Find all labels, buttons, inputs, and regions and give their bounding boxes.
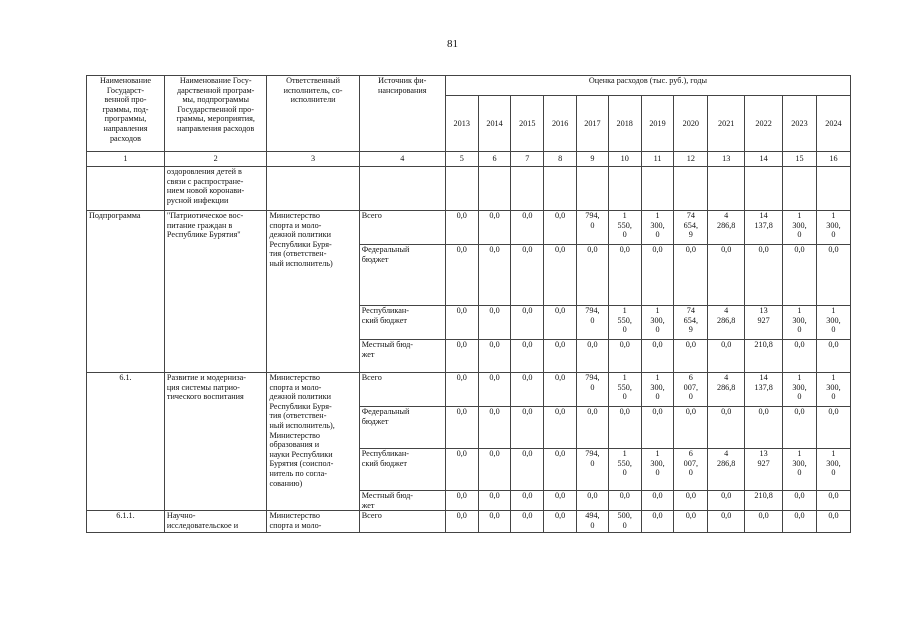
header-program-name: Наименование Государст- венной про- граммы, под- программы, направления расходов xyxy=(87,76,165,152)
header-year: 2023 xyxy=(783,96,817,152)
expense-value: 14 137,8 xyxy=(745,373,783,407)
expense-value: 4 286,8 xyxy=(708,306,745,340)
expense-value: 0,0 xyxy=(445,211,478,245)
expenditure-table xyxy=(86,75,851,533)
funding-source: Федеральный бюджет xyxy=(359,245,445,306)
expense-value: 0,0 xyxy=(577,245,609,306)
table-row xyxy=(87,211,851,245)
row-name: Развитие и модерниза- ция системы патрио- тического воспитания xyxy=(164,373,267,511)
expense-value: 0,0 xyxy=(445,491,478,511)
expense-value: 0,0 xyxy=(478,491,511,511)
funding-source: Всего xyxy=(359,211,445,245)
header-year: 2016 xyxy=(544,96,577,152)
expense-value: 0,0 xyxy=(708,511,745,533)
row-code: 6.1.1. xyxy=(87,511,165,533)
funding-source: Федеральный бюджет xyxy=(359,407,445,449)
expense-value: 0,0 xyxy=(544,306,577,340)
header-year: 2013 xyxy=(445,96,478,152)
column-index: 13 xyxy=(708,152,745,167)
header-executor: Ответственный исполнитель, со- исполнители xyxy=(267,76,359,152)
expense-value: 1 300, 0 xyxy=(783,211,817,245)
column-index: 15 xyxy=(783,152,817,167)
expense-value: 1 300, 0 xyxy=(783,449,817,491)
header-year: 2014 xyxy=(478,96,511,152)
expense-value: 1 550, 0 xyxy=(608,449,641,491)
row-name: Научно- исследовательское и xyxy=(164,511,267,533)
expense-value: 0,0 xyxy=(745,245,783,306)
empty-cell xyxy=(708,167,745,211)
expense-value: 0,0 xyxy=(708,491,745,511)
expense-value: 0,0 xyxy=(577,340,609,373)
row-executor: Министерство спорта и моло- дежной политики Республики Буря- тия (ответствен- ный исполнитель) xyxy=(267,211,359,373)
empty-cell xyxy=(745,167,783,211)
expense-value: 0,0 xyxy=(445,306,478,340)
expense-value: 794, 0 xyxy=(577,211,609,245)
expense-value: 0,0 xyxy=(445,449,478,491)
column-index: 1 xyxy=(87,152,165,167)
expense-value: 0,0 xyxy=(445,340,478,373)
expense-value: 794, 0 xyxy=(577,306,609,340)
expense-value: 4 286,8 xyxy=(708,211,745,245)
empty-cell xyxy=(445,167,478,211)
empty-cell xyxy=(544,167,577,211)
expense-value: 0,0 xyxy=(511,340,544,373)
expense-value: 0,0 xyxy=(445,245,478,306)
row-name: "Патриотическое вос- питание граждан в Республике Бурятия" xyxy=(164,211,267,373)
expense-value: 0,0 xyxy=(608,245,641,306)
empty-cell xyxy=(511,167,544,211)
empty-cell xyxy=(641,167,674,211)
expense-value: 1 550, 0 xyxy=(608,373,641,407)
empty-cell xyxy=(359,167,445,211)
expense-value: 794, 0 xyxy=(577,373,609,407)
row-code xyxy=(87,167,165,211)
empty-cell xyxy=(478,167,511,211)
expense-value: 0,0 xyxy=(674,340,708,373)
row-code: 6.1. xyxy=(87,373,165,511)
expense-value: 210,8 xyxy=(745,491,783,511)
expense-value: 1 300, 0 xyxy=(816,373,850,407)
column-index: 9 xyxy=(577,152,609,167)
column-index: 10 xyxy=(608,152,641,167)
expense-value: 0,0 xyxy=(478,340,511,373)
expense-value: 0,0 xyxy=(783,511,817,533)
expense-value: 0,0 xyxy=(511,211,544,245)
expense-value: 0,0 xyxy=(745,511,783,533)
expense-value: 14 137,8 xyxy=(745,211,783,245)
column-index: 7 xyxy=(511,152,544,167)
expense-value: 0,0 xyxy=(511,306,544,340)
expense-value: 74 654, 9 xyxy=(674,306,708,340)
expense-value: 0,0 xyxy=(641,491,674,511)
expense-value: 74 654, 9 xyxy=(674,211,708,245)
expense-value: 494, 0 xyxy=(577,511,609,533)
header-year: 2022 xyxy=(745,96,783,152)
empty-cell xyxy=(267,167,359,211)
header-subprogram-name: Наименование Госу- дарственной програм- мы, подпрограммы Государственной про- граммы, мероприятия, направления расходов xyxy=(164,76,267,152)
expense-value: 0,0 xyxy=(816,407,850,449)
expense-value: 0,0 xyxy=(608,340,641,373)
expense-value: 0,0 xyxy=(511,373,544,407)
expense-value: 0,0 xyxy=(577,491,609,511)
expense-value: 0,0 xyxy=(511,511,544,533)
expense-value: 0,0 xyxy=(641,245,674,306)
expense-value: 0,0 xyxy=(816,245,850,306)
expense-value: 1 300, 0 xyxy=(816,306,850,340)
expense-value: 0,0 xyxy=(445,511,478,533)
expense-value: 0,0 xyxy=(708,407,745,449)
expense-value: 0,0 xyxy=(608,407,641,449)
expense-value: 0,0 xyxy=(608,491,641,511)
expense-value: 0,0 xyxy=(745,407,783,449)
table-row xyxy=(87,373,851,407)
expense-value: 0,0 xyxy=(445,373,478,407)
expense-value: 0,0 xyxy=(816,511,850,533)
row-name: оздоровления детей в связи с распростране- нием новой коронави- русной инфекции xyxy=(164,167,267,211)
expense-value: 0,0 xyxy=(478,511,511,533)
column-index: 16 xyxy=(816,152,850,167)
expense-value: 0,0 xyxy=(445,407,478,449)
column-index: 5 xyxy=(445,152,478,167)
expense-value: 1 300, 0 xyxy=(641,306,674,340)
table-row xyxy=(87,511,851,533)
expense-value: 0,0 xyxy=(641,511,674,533)
expense-value: 794, 0 xyxy=(577,449,609,491)
expense-value: 0,0 xyxy=(544,211,577,245)
expense-value: 0,0 xyxy=(544,491,577,511)
expense-value: 0,0 xyxy=(511,407,544,449)
expense-value: 0,0 xyxy=(478,373,511,407)
header-year: 2020 xyxy=(674,96,708,152)
expense-value: 0,0 xyxy=(641,407,674,449)
expense-value: 0,0 xyxy=(544,340,577,373)
header-year: 2021 xyxy=(708,96,745,152)
expense-value: 0,0 xyxy=(783,407,817,449)
expense-value: 1 550, 0 xyxy=(608,211,641,245)
row-executor: Министерство спорта и моло- дежной политики Республики Буря- тия (ответствен- ный исполнитель), Министерство образования и науки Республики Бурятия (соиспол- нитель по согла- сованию) xyxy=(267,373,359,511)
empty-cell xyxy=(783,167,817,211)
expense-value: 0,0 xyxy=(544,245,577,306)
row-executor: Министерство спорта и моло- xyxy=(267,511,359,533)
header-year: 2015 xyxy=(511,96,544,152)
empty-cell xyxy=(674,167,708,211)
expense-value: 1 300, 0 xyxy=(783,306,817,340)
expense-value: 0,0 xyxy=(544,407,577,449)
column-index: 14 xyxy=(745,152,783,167)
header-year: 2018 xyxy=(608,96,641,152)
funding-source: Всего xyxy=(359,511,445,533)
expense-value: 0,0 xyxy=(478,449,511,491)
header-year: 2017 xyxy=(577,96,609,152)
expense-value: 500, 0 xyxy=(608,511,641,533)
expense-value: 0,0 xyxy=(816,340,850,373)
expense-value: 0,0 xyxy=(577,407,609,449)
expense-value: 1 300, 0 xyxy=(641,211,674,245)
column-index: 2 xyxy=(164,152,267,167)
expense-value: 0,0 xyxy=(478,306,511,340)
expense-value: 0,0 xyxy=(674,407,708,449)
expense-value: 1 300, 0 xyxy=(783,373,817,407)
expense-value: 0,0 xyxy=(544,449,577,491)
expense-value: 0,0 xyxy=(511,245,544,306)
expense-value: 0,0 xyxy=(641,340,674,373)
expense-value: 0,0 xyxy=(783,245,817,306)
expense-value: 0,0 xyxy=(674,511,708,533)
column-index: 3 xyxy=(267,152,359,167)
empty-cell xyxy=(816,167,850,211)
header-year: 2019 xyxy=(641,96,674,152)
column-index: 11 xyxy=(641,152,674,167)
expense-value: 0,0 xyxy=(544,373,577,407)
expense-value: 13 927 xyxy=(745,449,783,491)
expense-value: 0,0 xyxy=(674,491,708,511)
column-index: 12 xyxy=(674,152,708,167)
column-index: 4 xyxy=(359,152,445,167)
funding-source: Республикан- ский бюджет xyxy=(359,449,445,491)
empty-cell xyxy=(608,167,641,211)
empty-cell xyxy=(577,167,609,211)
row-code: Подпрограмма xyxy=(87,211,165,373)
expense-value: 1 300, 0 xyxy=(816,211,850,245)
funding-source: Всего xyxy=(359,373,445,407)
expense-value: 0,0 xyxy=(478,407,511,449)
expense-value: 0,0 xyxy=(478,211,511,245)
expense-value: 6 007, 0 xyxy=(674,449,708,491)
header-expense-estimate: Оценка расходов (тыс. руб.), годы xyxy=(445,76,850,96)
expense-value: 210,8 xyxy=(745,340,783,373)
funding-source: Местный бюд- жет xyxy=(359,491,445,511)
header-year: 2024 xyxy=(816,96,850,152)
expense-value: 1 300, 0 xyxy=(816,449,850,491)
page-number: 81 xyxy=(447,38,458,50)
expense-value: 4 286,8 xyxy=(708,373,745,407)
expense-value: 0,0 xyxy=(674,245,708,306)
expense-value: 0,0 xyxy=(708,340,745,373)
expense-value: 1 300, 0 xyxy=(641,449,674,491)
header-funding-source: Источник фи- нансирования xyxy=(359,76,445,152)
expense-value: 0,0 xyxy=(783,340,817,373)
funding-source: Местный бюд- жет xyxy=(359,340,445,373)
table-row xyxy=(87,167,851,211)
column-index: 8 xyxy=(544,152,577,167)
expense-value: 0,0 xyxy=(511,449,544,491)
expense-value: 0,0 xyxy=(783,491,817,511)
column-index: 6 xyxy=(478,152,511,167)
expense-value: 6 007, 0 xyxy=(674,373,708,407)
expense-value: 13 927 xyxy=(745,306,783,340)
expense-value: 1 550, 0 xyxy=(608,306,641,340)
expense-value: 0,0 xyxy=(708,245,745,306)
expense-value: 4 286,8 xyxy=(708,449,745,491)
expense-value: 0,0 xyxy=(816,491,850,511)
expense-value: 0,0 xyxy=(544,511,577,533)
expense-value: 1 300, 0 xyxy=(641,373,674,407)
expense-value: 0,0 xyxy=(478,245,511,306)
expense-value: 0,0 xyxy=(511,491,544,511)
funding-source: Республикан- ский бюджет xyxy=(359,306,445,340)
